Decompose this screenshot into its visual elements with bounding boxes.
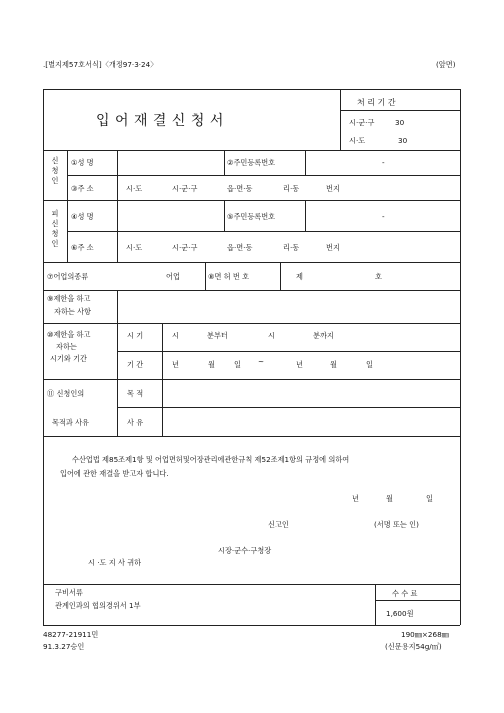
respondent-rrn-dash: - (382, 212, 385, 221)
license-number-label: ⑧면 허 번 호 (208, 272, 250, 281)
date-month: 월 (386, 494, 393, 503)
purpose-reason-label-2: 목적과 사유 (52, 418, 90, 427)
reason-label: 사 유 (127, 418, 144, 427)
applicant-rrn-label: ②주민등록번호 (227, 158, 276, 167)
fee-label: 수 수 료 (392, 589, 418, 598)
applicant-addr-ridong: 리·동 (283, 184, 300, 193)
paper-type: (신문용지54g/㎡) (385, 642, 442, 651)
processing-sigungu-days: 30 (395, 118, 405, 127)
applicant-address-label: ③주 소 (71, 184, 94, 193)
fishery-type-label: ⑦어업의종류 (47, 272, 89, 281)
applicant-addr-sigungu: 시·군·구 (172, 184, 198, 193)
declaration-line-2: 입어에 관한 재결을 받고자 합니다. (60, 469, 169, 478)
approval-date: 91.3.27승인 (43, 642, 85, 651)
form-reference: .[별지제57호서식]〈개정97·3·24〉 (43, 60, 158, 69)
respondent-address-label: ⑥주 소 (71, 243, 94, 252)
processing-period-label: 처 리 기 간 (357, 98, 396, 107)
time-hour-to: 시 (268, 331, 275, 340)
signature-hint: (서명 또는 인) (374, 520, 419, 529)
respondent-addr-sido: 시·도 (126, 243, 143, 252)
span-to-day: 일 (366, 360, 373, 369)
span-to-month: 월 (330, 360, 337, 369)
authority-label: 시장·군수·구청장 (218, 546, 272, 555)
restriction-matter-label: ⑨제한을 하고 (47, 294, 91, 303)
form-title: 입 어 재 결 신 청 서 (96, 113, 224, 129)
applicant-addr-beonji: 번지 (326, 184, 340, 193)
respondent-rrn-label: ⑤주민등록번호 (227, 212, 276, 221)
restriction-period-label: ⑩제한을 하고 (47, 330, 91, 339)
license-prefix: 제 (296, 272, 303, 281)
fishery-type-suffix: 어업 (166, 272, 180, 281)
span-from-day: 일 (234, 360, 241, 369)
applicant-addr-sido: 시·도 (126, 184, 143, 193)
span-tilde: ~ (258, 357, 265, 366)
span-from-month: 월 (208, 360, 215, 369)
respondent-addr-ridong: 리·동 (283, 243, 300, 252)
time-min-to: 분까지 (313, 331, 334, 340)
time-min-from: 분부터 (207, 331, 228, 340)
span-to-year: 년 (296, 360, 303, 369)
applicant-addr-eupmyeondong: 읍·면·동 (227, 184, 253, 193)
time-label: 시 기 (127, 331, 144, 340)
fee-value: 1,600원 (386, 609, 414, 618)
declaration-line-1: 수산업법 제85조제1항 및 어업면허및어장관리에관한규칙 제52조제1항의 규정에 의하여 (72, 455, 350, 464)
restriction-matter-label-2: 자하는 사항 (54, 307, 92, 316)
processing-sido-label: 시·도 (349, 136, 366, 145)
processing-sido-days: 30 (398, 136, 408, 145)
applicant-group-label: 신 청 인 (51, 156, 59, 185)
purpose-label: 목 적 (127, 389, 144, 398)
date-day: 일 (426, 494, 433, 503)
applicant-rrn-dash: - (382, 158, 385, 167)
required-docs-item: 관계인과의 협의경위서 1부 (55, 601, 141, 610)
respondent-addr-sigungu: 시·군·구 (172, 243, 198, 252)
time-hour-from: 시 (172, 331, 179, 340)
license-suffix: 호 (375, 272, 382, 281)
date-year: 년 (352, 494, 359, 503)
respondent-name-label: ④성 명 (71, 212, 94, 221)
restriction-period-label-3: 시기와 기간 (50, 354, 88, 363)
recipient-label: 시 ·도 지 사 귀하 (88, 558, 142, 567)
applicant-sign-label: 신고인 (268, 520, 289, 529)
purpose-reason-label: ⑪ 신청인의 (47, 389, 85, 398)
restriction-period-label-2: 자하는 (56, 342, 77, 351)
applicant-name-label: ①성 명 (71, 158, 94, 167)
paper-size: 190㎜×268㎜ (401, 630, 449, 639)
respondent-addr-eupmyeondong: 읍·면·동 (227, 243, 253, 252)
span-label: 기 간 (127, 360, 144, 369)
processing-sigungu-label: 시·군·구 (349, 118, 375, 127)
respondent-addr-beonji: 번지 (326, 243, 340, 252)
required-docs-title: 구비서류 (55, 588, 83, 597)
form-code: 48277-21911민 (43, 630, 99, 639)
page-side-label: (앞면) (436, 60, 456, 69)
span-from-year: 년 (172, 360, 179, 369)
respondent-group-label: 피 신 청 인 (51, 209, 59, 248)
